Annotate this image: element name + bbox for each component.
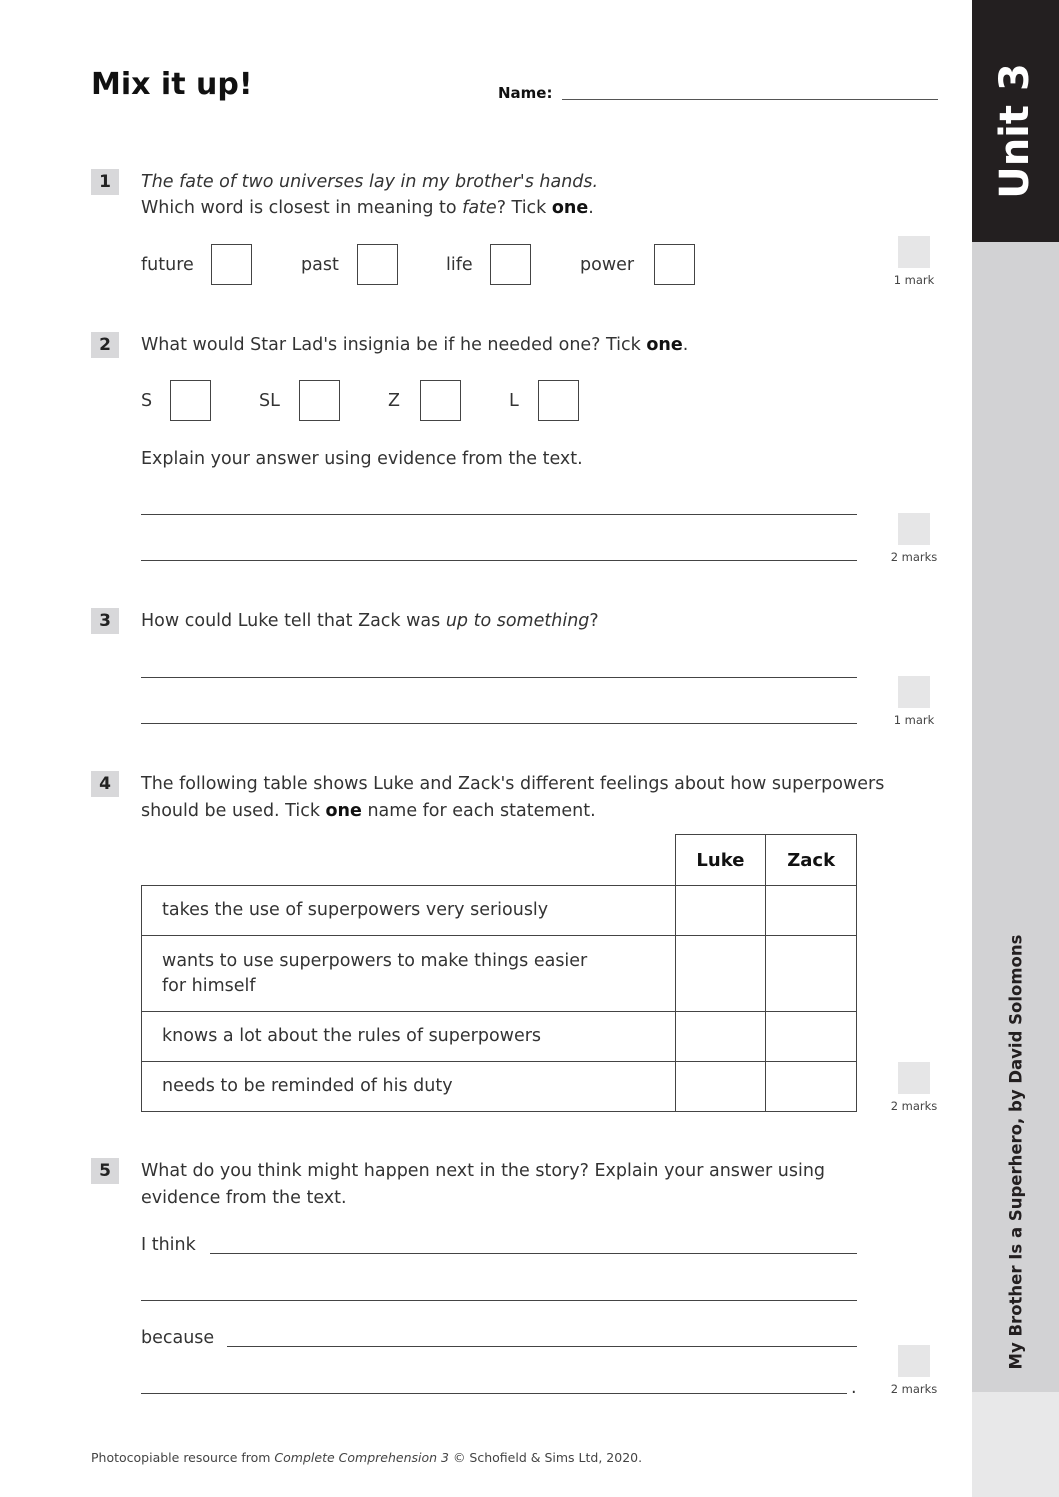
mark-label: 1 mark	[893, 713, 935, 727]
prompt-text: ?	[589, 611, 599, 631]
question-number: 2	[91, 332, 119, 358]
option-label: future	[141, 255, 194, 275]
tick-box-future[interactable]	[211, 244, 252, 285]
tick-cell-zack[interactable]	[766, 1012, 857, 1062]
option-label: S	[141, 391, 153, 411]
question-number: 1	[91, 169, 119, 195]
tick-cell-zack[interactable]	[766, 886, 857, 936]
tick-cell-luke[interactable]	[675, 886, 766, 936]
answer-line[interactable]	[141, 723, 857, 724]
footer-text: Photocopiable resource from	[91, 1450, 275, 1465]
footer-book-title: Complete Comprehension 3	[274, 1450, 449, 1465]
option-label: life	[446, 255, 473, 275]
question-number: 5	[91, 1158, 119, 1184]
end-dot: .	[851, 1378, 857, 1398]
name-field[interactable]	[562, 99, 938, 100]
question-number: 3	[91, 608, 119, 634]
tick-box-z[interactable]	[420, 380, 461, 421]
prompt-text: should be used. Tick	[141, 801, 326, 821]
prompt-emphasis: up to something	[445, 611, 590, 631]
answer-line[interactable]	[227, 1346, 857, 1347]
statement-cell: needs to be reminded of his duty	[142, 1062, 676, 1112]
question-1-quote	[141, 169, 598, 196]
question-1-prompt	[141, 195, 594, 222]
answer-line[interactable]	[141, 677, 857, 678]
statement-text: wants to use superpowers to make things easier for himself	[162, 950, 588, 996]
question-3-prompt	[141, 608, 599, 635]
table-row	[142, 936, 857, 1012]
question-2-prompt	[141, 332, 688, 359]
option-label: power	[580, 255, 635, 275]
feelings-table	[141, 834, 857, 1112]
option-label: Z	[388, 391, 400, 411]
question-5-line-1: What do you think might happen next in the story? Explain your answer using	[141, 1161, 826, 1181]
answer-line[interactable]	[141, 514, 857, 515]
book-title: My Brother Is a Superhero, by David Solomons	[1006, 934, 1026, 1370]
table-row	[142, 886, 857, 936]
question-4-line-1: The following table shows Luke and Zack's different feelings about how superpowers	[141, 774, 885, 794]
tick-cell-luke[interactable]	[675, 1062, 766, 1112]
tick-cell-zack[interactable]	[766, 1062, 857, 1112]
because-label: because	[141, 1328, 215, 1348]
option-label: L	[509, 391, 519, 411]
question-4-line-2	[141, 798, 596, 825]
prompt-text: ? Tick	[496, 198, 552, 218]
table-row	[142, 1062, 857, 1112]
prompt-text: .	[588, 198, 594, 218]
page-title: Mix it up!	[91, 67, 253, 102]
question-5-line-2: evidence from the text.	[141, 1188, 347, 1208]
answer-line[interactable]	[141, 1393, 847, 1394]
quote-text: The fate of two universes lay in my brother's hands.	[141, 172, 599, 192]
column-header-luke: Luke	[675, 835, 766, 886]
prompt-text: .	[682, 335, 689, 355]
prompt-bold: one	[325, 801, 362, 821]
tick-box-life[interactable]	[490, 244, 531, 285]
prompt-text: name for each statement.	[361, 801, 596, 821]
mark-label: 1 mark	[893, 273, 935, 287]
statement-cell: knows a lot about the rules of superpowers	[142, 1012, 676, 1062]
prompt-bold: one	[551, 198, 589, 218]
tick-box-l[interactable]	[538, 380, 579, 421]
table-header-row	[142, 835, 857, 886]
unit-label: Unit 3	[992, 63, 1038, 199]
question-2-explain: Explain your answer using evidence from the text.	[141, 449, 583, 469]
name-label: Name:	[498, 84, 553, 102]
mark-box	[898, 1062, 930, 1094]
answer-line[interactable]	[141, 1300, 857, 1301]
column-header-zack: Zack	[766, 835, 857, 886]
prompt-bold: one	[646, 335, 683, 355]
tick-cell-luke[interactable]	[675, 1012, 766, 1062]
option-label: SL	[259, 391, 280, 411]
statement-cell	[142, 936, 676, 1012]
mark-box	[898, 236, 930, 268]
tick-box-s[interactable]	[170, 380, 211, 421]
option-label: past	[301, 255, 339, 275]
prompt-emphasis: fate	[462, 198, 497, 218]
question-number: 4	[91, 771, 119, 797]
tick-cell-zack[interactable]	[766, 936, 857, 1012]
prompt-text: Which word is closest in meaning to	[141, 198, 463, 218]
mark-box	[898, 1345, 930, 1377]
prompt-text: How could Luke tell that Zack was	[141, 611, 446, 631]
mark-box	[898, 513, 930, 545]
mark-label: 2 marks	[890, 1382, 938, 1396]
mark-label: 2 marks	[890, 550, 938, 564]
statement-cell: takes the use of superpowers very seriously	[142, 886, 676, 936]
tick-box-power[interactable]	[654, 244, 695, 285]
tick-box-sl[interactable]	[299, 380, 340, 421]
i-think-label: I think	[141, 1235, 196, 1255]
table-row	[142, 1012, 857, 1062]
mark-label: 2 marks	[890, 1099, 938, 1113]
table-header-blank	[142, 835, 676, 886]
tick-box-past[interactable]	[357, 244, 398, 285]
answer-line[interactable]	[210, 1253, 857, 1254]
answer-line[interactable]	[141, 560, 857, 561]
tick-cell-luke[interactable]	[675, 936, 766, 1012]
footer	[91, 1450, 642, 1465]
mark-box	[898, 676, 930, 708]
prompt-text: What would Star Lad's insignia be if he needed one? Tick	[141, 335, 647, 355]
footer-text: © Schofield & Sims Ltd, 2020.	[448, 1450, 643, 1465]
